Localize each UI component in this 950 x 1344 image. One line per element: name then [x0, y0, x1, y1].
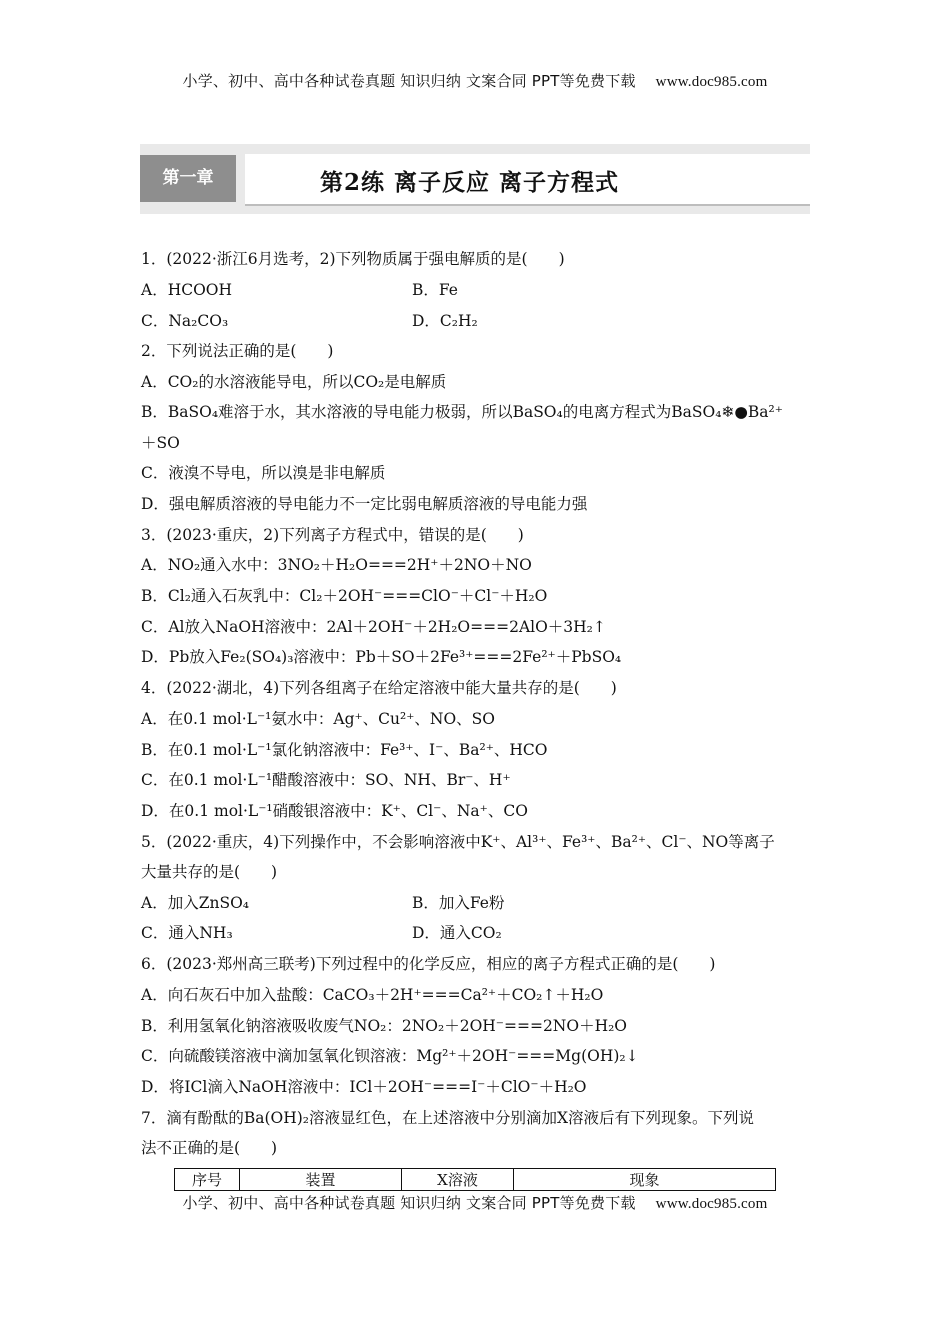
question-1: 1．(2022·浙江6月选考，2)下列物质属于强电解质的是( ): [141, 250, 565, 268]
question-3: 3．(2023·重庆，2)下列离子方程式中，错误的是( ): [141, 526, 524, 544]
question-4: 4．(2022·湖北，4)下列各组离子在给定溶液中能大量共存的是( ): [141, 679, 617, 697]
q1-option-a: A．HCOOH: [141, 281, 233, 299]
footer-text: 小学、初中、高中各种试卷真题 知识归纳 文案合同 PPT等免费下载: [182, 1194, 636, 1212]
header-text: 小学、初中、高中各种试卷真题 知识归纳 文案合同 PPT等免费下载: [182, 72, 636, 90]
footer-url[interactable]: www.doc985.com: [655, 1196, 768, 1212]
q6-option-d: D．将ICl滴入NaOH溶液中：ICl＋2OH⁻===I⁻＋ClO⁻＋H₂O: [141, 1078, 587, 1096]
q1-option-c: C．Na₂CO₃: [141, 312, 229, 330]
q2-option-d: D．强电解质溶液的导电能力不一定比弱电解质溶液的导电能力强: [141, 495, 588, 513]
question-7-cont: 法不正确的是( ): [141, 1139, 278, 1157]
page-header: [0, 70, 950, 91]
q3-option-d: D．Pb放入Fe₂(SO₄)₃溶液中：Pb＋SO＋2Fe³⁺===2Fe²⁺＋PbSO₄: [141, 648, 622, 666]
table-header-row: [175, 1169, 776, 1191]
q4-option-a: A．在0.1 mol·L⁻¹氨水中：Ag⁺、Cu²⁺、NO、SO: [141, 710, 496, 728]
question-6: 6．(2023·郑州高三联考)下列过程中的化学反应，相应的离子方程式正确的是( ): [141, 955, 716, 973]
question-5: 5．(2022·重庆，4)下列操作中，不会影响溶液中K⁺、Al³⁺、Fe³⁺、Ba²⁺、Cl⁻、NO等离子: [141, 833, 775, 851]
q5-option-c: C．通入NH₃: [141, 924, 233, 942]
q2-option-c: C．液溴不导电，所以溴是非电解质: [141, 464, 386, 482]
header-url[interactable]: www.doc985.com: [655, 74, 768, 90]
page-footer: [0, 1192, 950, 1213]
q3-option-a: A．NO₂通入水中：3NO₂＋H₂O===2H⁺＋2NO＋NO: [141, 556, 532, 574]
q4-option-d: D．在0.1 mol·L⁻¹硝酸银溶液中：K⁺、Cl⁻、Na⁺、CO: [141, 802, 528, 820]
q2-option-b-cont: ＋SO: [141, 434, 180, 452]
table-header-cell: 序号: [175, 1169, 240, 1191]
q5-option-d: D．通入CO₂: [412, 924, 502, 942]
question-5-cont: 大量共存的是( ): [141, 863, 278, 881]
question-2: 2．下列说法正确的是( ): [141, 342, 334, 360]
q6-option-b: B．利用氢氧化钠溶液吸收废气NO₂：2NO₂＋2OH⁻===2NO＋H₂O: [141, 1017, 628, 1035]
page-title: 第2练 离子反应 离子方程式: [320, 169, 620, 196]
q5-option-b: B．加入Fe粉: [412, 894, 505, 912]
table-header-cell: 装置: [240, 1169, 402, 1191]
table-header-cell: 现象: [514, 1169, 776, 1191]
q3-option-c: C．Al放入NaOH溶液中：2Al＋2OH⁻＋2H₂O===2AlO＋3H₂↑: [141, 618, 606, 636]
q6-option-c: C．向硫酸镁溶液中滴加氢氧化钡溶液：Mg²⁺＋2OH⁻===Mg(OH)₂↓: [141, 1047, 639, 1065]
q1-option-b: B．Fe: [412, 281, 458, 299]
q4-option-b: B．在0.1 mol·L⁻¹氯化钠溶液中：Fe³⁺、I⁻、Ba²⁺、HCO: [141, 741, 548, 759]
q5-option-a: A．加入ZnSO₄: [141, 894, 249, 912]
q2-option-b: B．BaSO₄难溶于水，其水溶液的导电能力极弱，所以BaSO₄的电离方程式为BaSO₄❄●Ba²⁺: [141, 403, 783, 421]
table-header-cell: X溶液: [402, 1169, 514, 1191]
q4-option-c: C．在0.1 mol·L⁻¹醋酸溶液中：SO、NH、Br⁻、H⁺: [141, 771, 511, 789]
q7-table: [174, 1168, 776, 1191]
q3-option-b: B．Cl₂通入石灰乳中：Cl₂＋2OH⁻===ClO⁻＋Cl⁻＋H₂O: [141, 587, 548, 605]
q1-option-d: D．C₂H₂: [412, 312, 478, 330]
chapter-tab: 第一章: [140, 155, 236, 202]
q2-option-a: A．CO₂的水溶液能导电，所以CO₂是电解质: [141, 373, 447, 391]
question-7: 7．滴有酚酞的Ba(OH)₂溶液显红色，在上述溶液中分别滴加X溶液后有下列现象。下列说: [141, 1109, 755, 1127]
q6-option-a: A．向石灰石中加入盐酸：CaCO₃＋2H⁺===Ca²⁺＋CO₂↑＋H₂O: [141, 986, 604, 1004]
